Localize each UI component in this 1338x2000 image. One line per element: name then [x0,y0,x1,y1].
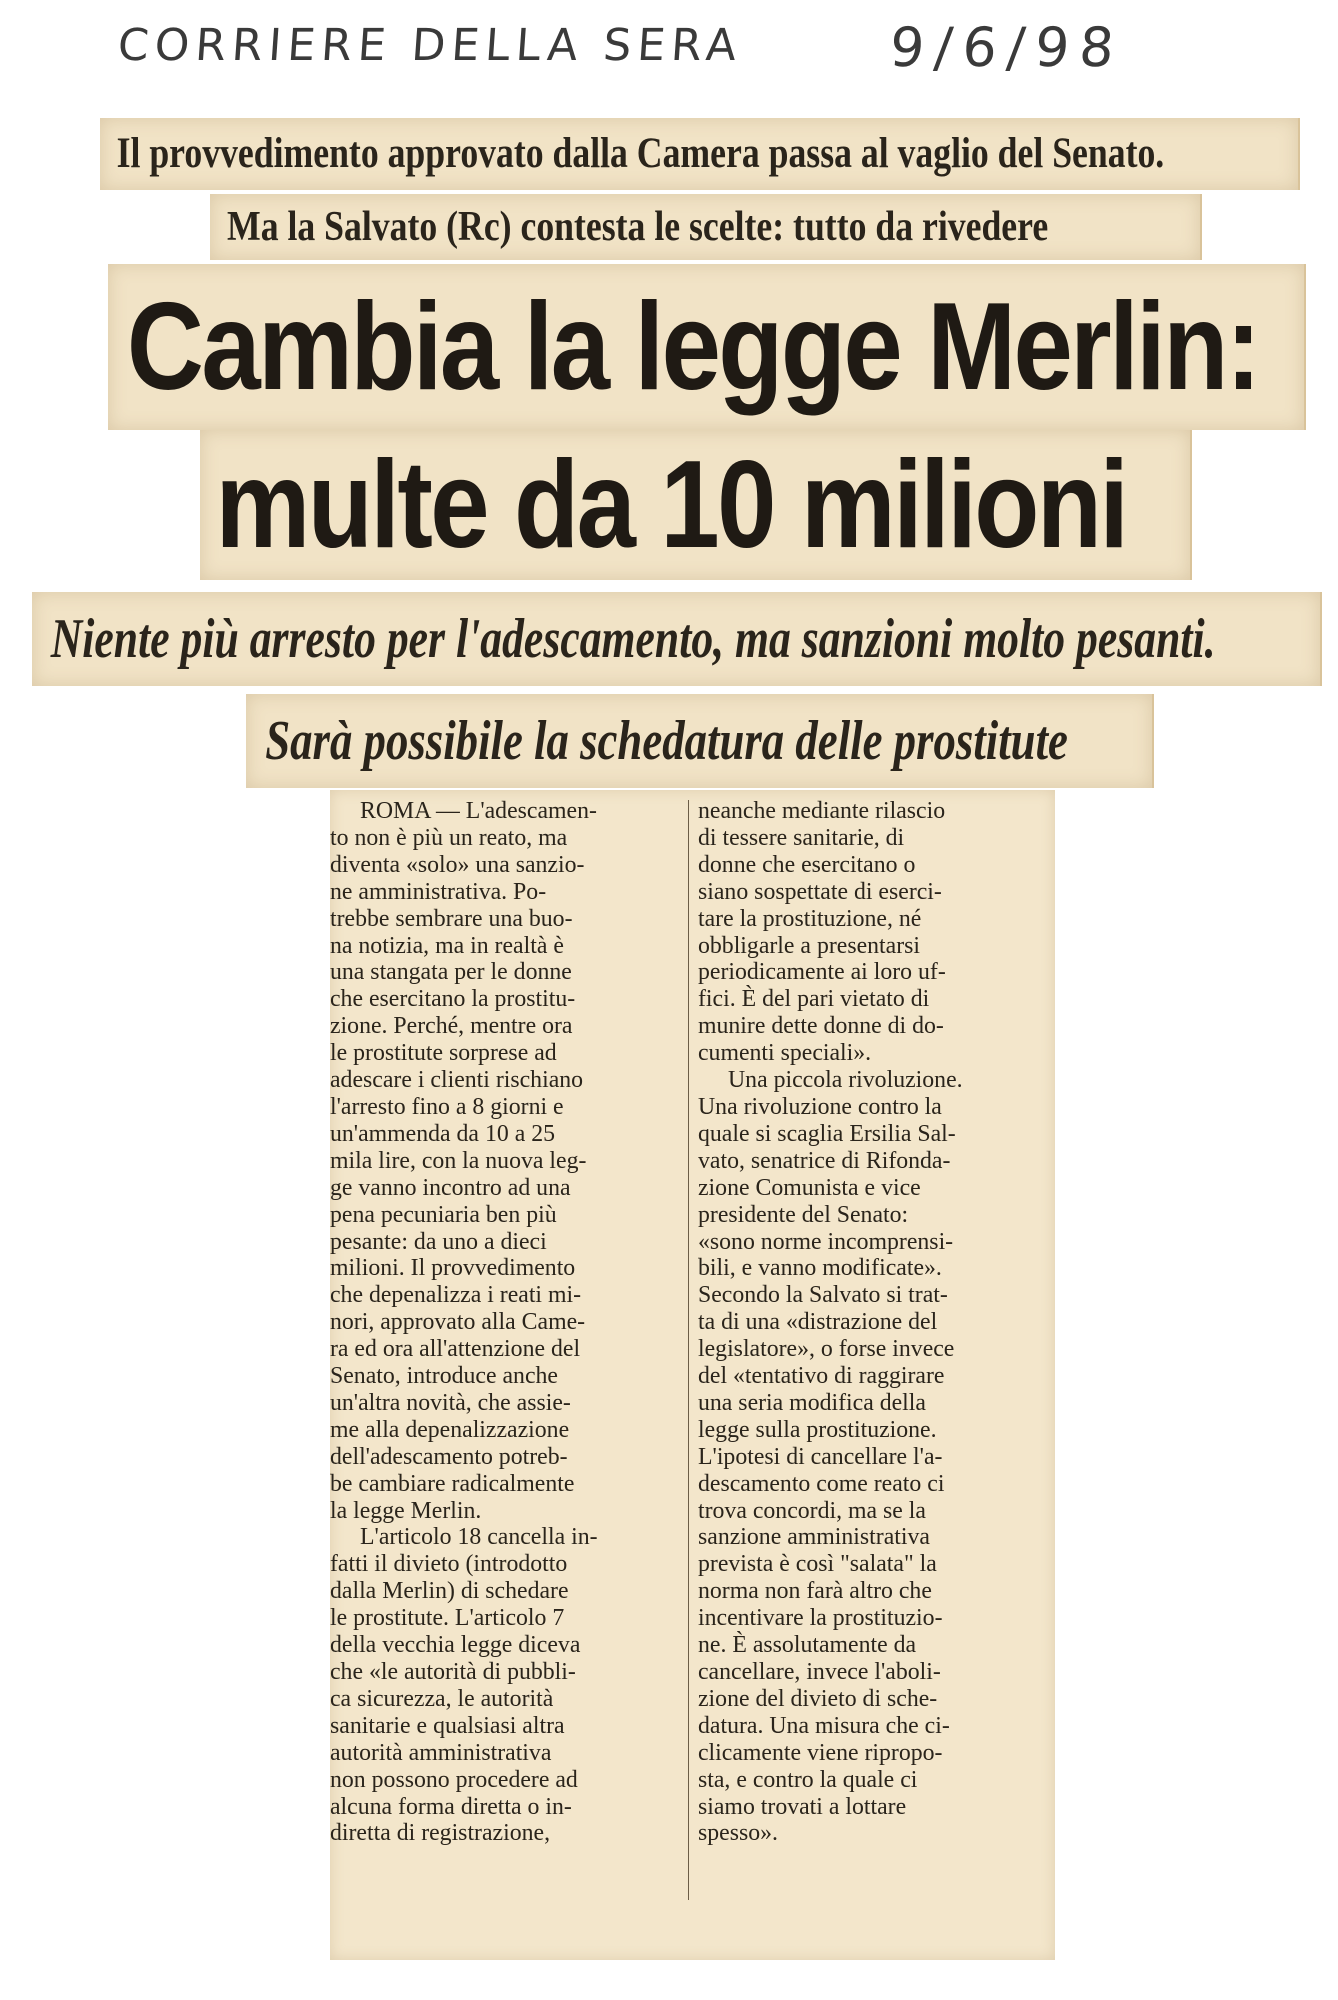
article-line: norma non farà altro che [698,1578,932,1605]
handwritten-date-note: 9/6/98 [887,16,1127,79]
article-line: legge sulla prostituzione. [698,1416,937,1443]
article-line: ne. È assolutamente da [698,1632,917,1659]
article-line: L'ipotesi di cancellare l'a- [698,1443,943,1470]
kicker-line-1: Il provvedimento approvato dalla Camera passa al vaglio del Senato. [116,130,1165,177]
article-line: trova concordi, ma se la [698,1497,926,1524]
article-line: bili, e vanno modificate». [698,1255,942,1282]
article-line: presidente del Senato: [698,1201,909,1228]
article-line: sanzione amministrativa [698,1524,930,1551]
article-line: un'ammenda da 10 a 25 [330,1120,556,1147]
article-line: autorità amministrativa [330,1739,552,1766]
subtitle-line-1: Niente più arresto per l'adescamento, ma sanzioni molto pesanti. [50,608,1216,670]
article-line: quale si scaglia Ersilia Sal- [698,1120,956,1147]
headline-title-line-2: multe da 10 milioni [215,436,1127,574]
article-line: milioni. Il provvedimento [330,1255,576,1282]
article-line: ca sicurezza, le autorità [330,1685,554,1712]
article-line: donne che esercitano o [698,851,916,878]
article-line: datura. Una misura che ci- [698,1712,950,1739]
kicker-strip-2 [210,194,1202,260]
article-line: sanitarie e qualsiasi altra [330,1712,565,1739]
article-line: zione. Perché, mentre ora [330,1013,573,1040]
article-line: pesante: da uno a dieci [330,1228,547,1255]
title-strip-2 [200,430,1192,580]
article-line: mila lire, con la nuova leg- [330,1147,587,1174]
kicker-strip-1 [100,118,1300,190]
article-line: L'articolo 18 cancella in- [360,1524,598,1551]
article-line: sta, e contro la quale ci [698,1766,918,1793]
article-line: pena pecuniaria ben più [330,1201,557,1228]
headline-title-line-1: Cambia la legge Merlin: [126,278,1259,416]
article-line: della vecchia legge diceva [330,1632,581,1659]
article-line: «sono norme incomprensi- [698,1228,954,1255]
article-line: che «le autorità di pubbli- [330,1659,576,1685]
article-column-2 [698,798,1048,1847]
subtitle-line-2: Sarà possibile la schedatura delle prostitute [265,710,1068,772]
article-line: l'arresto fino a 8 giorni e [330,1093,564,1120]
article-line: una stangata per le donne [330,959,572,986]
article-line: be cambiare radicalmente [330,1470,575,1497]
article-line: ta di una «distrazione del [698,1309,938,1336]
article-line: cancellare, invece l'aboli- [698,1659,941,1685]
article-line: descamento come reato ci [698,1470,945,1497]
article-line: clicamente viene ripropo- [698,1739,943,1766]
article-line: una seria modifica della [698,1389,926,1416]
article-line: nori, approvato alla Came- [330,1309,586,1336]
article-line: siano sospettate di eserci- [698,878,942,905]
article-line: munire dette donne di do- [698,1013,944,1040]
article-line: diretta di registrazione, [330,1820,551,1847]
article-line: Secondo la Salvato si trat- [698,1282,948,1309]
article-line: zione Comunista e vice [698,1174,921,1201]
article-line: fatti il divieto (introdotto [330,1551,568,1578]
article-line: ge vanno incontro ad una [330,1174,571,1201]
article-line: tare la prostituzione, né [698,905,922,932]
article-line: na notizia, ma in realtà è [330,932,564,959]
kicker-line-2: Ma la Salvato (Rc) contesta le scelte: tutto da rivedere [227,204,1049,250]
column-divider [688,800,689,1900]
article-line: ROMA — L'adescamen- [360,798,597,824]
article-line: prevista è così "salata" la [698,1551,937,1578]
handwritten-source-note: CORRIERE DELLA SERA [116,20,744,71]
article-line: cumenti speciali». [698,1040,872,1067]
article-line: neanche mediante rilascio [698,798,946,824]
article-line: periodicamente ai loro uf- [698,959,946,986]
article-column-1 [330,798,680,1847]
article-line: siamo trovati a lottare [698,1793,907,1820]
article-line: me alla depenalizzazione [330,1416,570,1443]
article-line: diventa «solo» una sanzio- [330,851,585,878]
article-line: le prostitute sorprese ad [330,1040,557,1067]
article-line: obbligarle a presentarsi [698,932,921,959]
article-line: dell'adescamento potreb- [330,1443,568,1470]
article-line: Una piccola rivoluzione. [728,1067,963,1094]
subtitle-strip-2 [246,694,1154,788]
article-line: le prostitute. L'articolo 7 [330,1605,565,1632]
article-line: zione del divieto di sche- [698,1685,938,1712]
article-line: un'altra novità, che assie- [330,1389,571,1416]
article-body [330,790,1055,1960]
article-line: adescare i clienti rischiano [330,1067,584,1094]
article-line: non possono procedere ad [330,1766,578,1793]
article-line: fici. È del pari vietato di [698,986,930,1013]
article-line: di tessere sanitarie, di [698,824,905,851]
article-line: Una rivoluzione contro la [698,1093,942,1120]
article-line: ra ed ora all'attenzione del [330,1336,581,1363]
article-line: Senato, introduce anche [330,1363,558,1390]
article-line: che depenalizza i reati mi- [330,1282,582,1309]
article-line: ne amministrativa. Po- [330,878,547,905]
subtitle-strip-1 [32,592,1322,686]
article-line: del «tentativo di raggirare [698,1363,945,1390]
article-line: incentivare la prostituzio- [698,1605,943,1632]
article-line: vato, senatrice di Rifonda- [698,1147,951,1174]
article-line: to non è più un reato, ma [330,824,568,851]
article-line: che esercitano la prostitu- [330,986,576,1013]
title-strip-1 [108,264,1306,430]
article-line: alcuna forma diretta o in- [330,1793,572,1820]
article-line: spesso». [698,1820,778,1847]
article-line: dalla Merlin) di schedare [330,1578,569,1605]
article-line: la legge Merlin. [330,1497,482,1524]
article-line: trebbe sembrare una buo- [330,905,573,932]
article-line: legislatore», o forse invece [698,1336,955,1363]
